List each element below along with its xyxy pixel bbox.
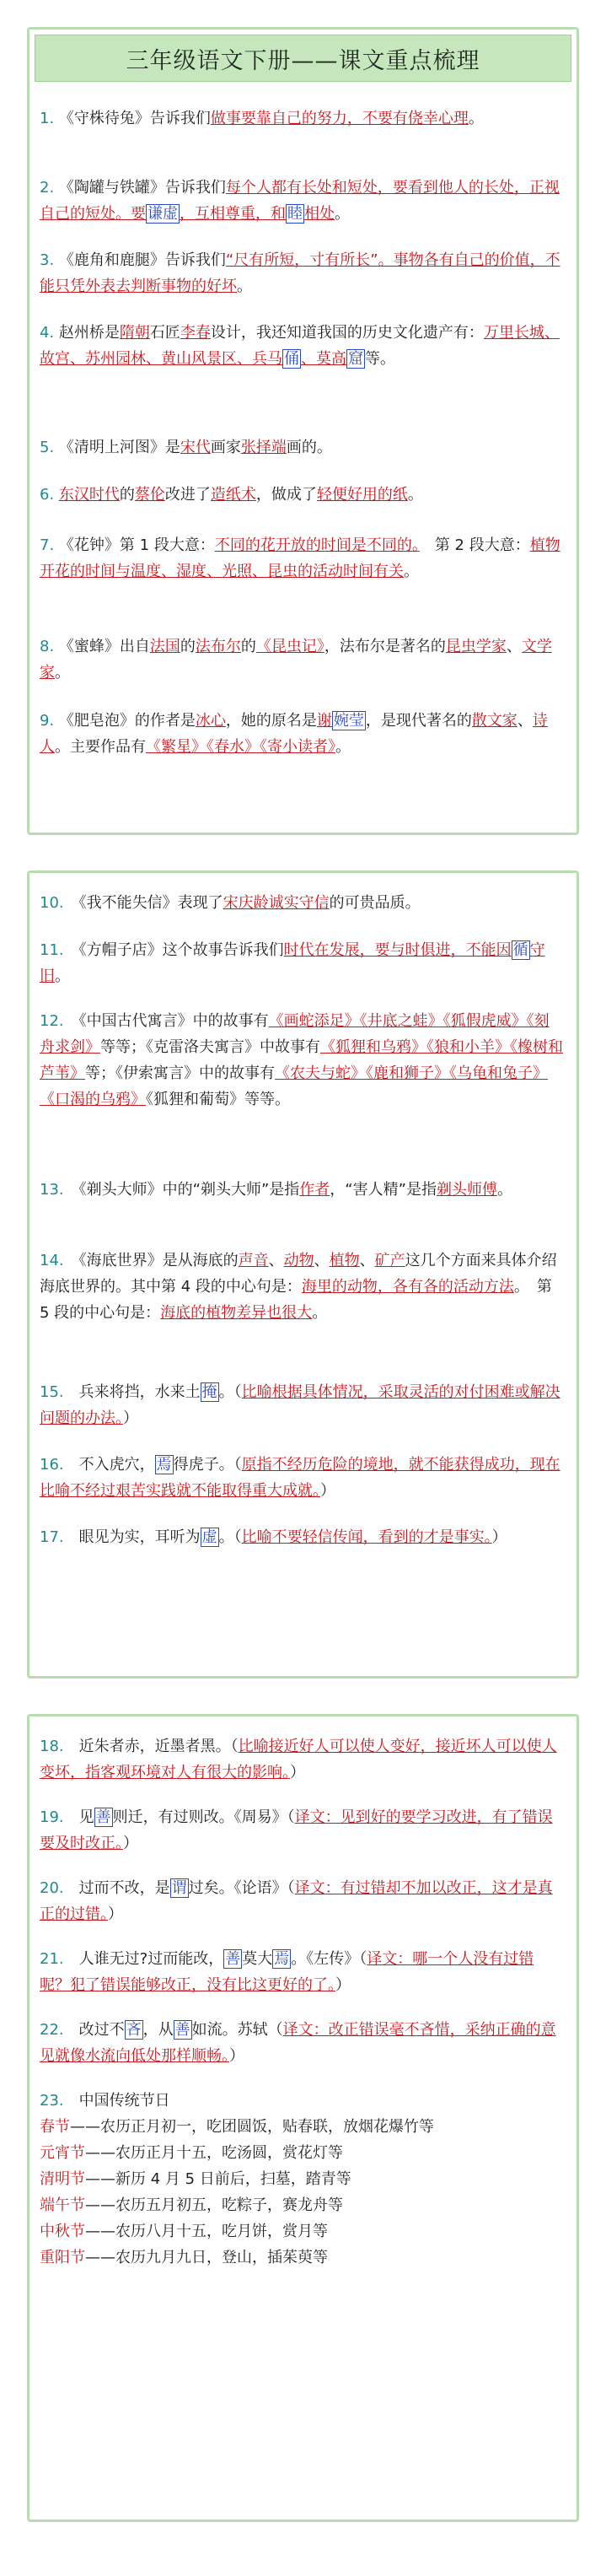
festival-line: [40, 2114, 563, 2140]
list-item-5: 5. 《清明上河图》是宋代画家张择端画的。: [40, 439, 332, 456]
festival-desc: ——农历正月初一，吃团圆饭，贴春联，放烟花爆竹等: [70, 2118, 434, 2136]
list-item-19: 19. 见 善 则迁，有过则改。《周易》（译文：见到好的要学习改进，有了错误要及时改正。）: [40, 1808, 553, 1852]
festival-name: 清明节: [40, 2170, 85, 2188]
festival-desc: ——农历九月九日，登山，插茱萸等: [85, 2249, 328, 2266]
list-item-12: 12. 《中国古代寓言》中的故事有《画蛇添足》《井底之蛙》《狐假虎威》《刻舟求剑》等等；《克雷洛夫寓言》中故事有《狐狸和乌鸦》《狼和小羊》《橡树和芦苇》等；《伊索寓言》中的故事有《农夫与蛇》《鹿和狮子》《乌龟和兔子》《口渴的乌鸦》《狐狸和葡萄》等等。: [40, 1012, 563, 1108]
list-item-9: 9. 《肥皂泡》的作者是冰心，她的原名是谢 婉莹 ，是现代著名的散文家、诗人。主要作品有《繁星》《春水》《寄小读者》。: [40, 712, 548, 756]
festival-line: [40, 2192, 563, 2218]
list-item-17: 17. 眼见为实，耳听为 虚 。（比喻不要轻信传闻，看到的才是事实。）: [40, 1528, 507, 1546]
festival-name: 春节: [40, 2118, 70, 2136]
list-item-3: 3. 《鹿角和鹿腿》告诉我们“尺有所短，寸有所长”。事物各有自己的价值，不能只凭外表去判断事物的好坏。: [40, 251, 560, 295]
section-card-2: [27, 870, 579, 1679]
festival-line: [40, 2218, 563, 2245]
list-item-8: 8. 《蜜蜂》出自法国的法布尔的《昆虫记》，法布尔是著名的昆虫学家、文学家。: [40, 638, 552, 682]
festival-line: [40, 2245, 563, 2271]
section-card-1: [27, 27, 579, 835]
list-item-11: 11. 《方帽子店》这个故事告诉我们时代在发展，要与时俱进，不能因 循 守旧。: [40, 941, 545, 985]
festival-desc: ——农历八月十五，吃月饼，赏月等: [85, 2223, 328, 2240]
list-item-14: 14. 《海底世界》是从海底的声音、动物、植物、矿产这几个方面来具体介绍海底世界的。其中第 4 段的中心句是：海里的动物，各有各的活动方法。 第 5 段的中心句是：海底的植物差异也很大。: [40, 1252, 557, 1322]
festival-name: 元宵节: [40, 2144, 85, 2162]
list-item-10: 10. 《我不能失信》表现了宋庆龄诚实守信的可贵品质。: [40, 894, 421, 912]
festival-line: [40, 2166, 563, 2192]
list-item-22: 22. 改过不 吝 ，从 善 如流。苏轼（译文：改正错误毫不吝惜，采纳正确的意见就像水流向低处那样顺畅。）: [40, 2021, 556, 2065]
festival-desc: ——农历五月初五，吃粽子，赛龙舟等: [85, 2196, 343, 2214]
section-card-3: [27, 1714, 579, 2522]
list-item-7: 7. 《花钟》第 1 段大意：不同的花开放的时间是不同的。 第 2 段大意：植物开花的时间与温度、湿度、光照、昆虫的活动时间有关。: [40, 536, 560, 580]
festival-name: 重阳节: [40, 2249, 85, 2266]
festival-desc: ——农历正月十五，吃汤圆，赏花灯等: [85, 2144, 343, 2162]
festival-list: [40, 2114, 563, 2271]
festival-name: 中秋节: [40, 2223, 85, 2240]
list-item-13: 13. 《剃头大师》中的“剃头大师”是指作者，“害人精”是指剃头师傅。: [40, 1181, 512, 1199]
list-item-1: 1. 《守株待兔》告诉我们做事要靠自己的努力，不要有侥幸心理。: [40, 110, 484, 127]
list-item-4: 4. 赵州桥是隋朝石匠李春设计，我还知道我国的历史文化遗产有：万里长城、故宫、苏州园林、黄山风景区、兵马 俑 、莫高 窟 等。: [40, 324, 560, 368]
list-item-2: 2. 《陶罐与铁罐》告诉我们每个人都有长处和短处，要看到他人的长处，正视自己的短处。要 谦虚 ，互相尊重，和 睦 相处。: [40, 179, 560, 223]
list-item-21: 21. 人谁无过?过而能改， 善 莫大 焉 。《左传》（译文：哪一个人没有过错呢？犯了错误能够改正，没有比这更好的了。）: [40, 1950, 534, 1994]
list-item-23: 23. 中国传统节日 春节——农历正月初一，吃团圆饭，贴春联，放烟花爆竹等 元宵节——农历正月十五，吃汤圆，赏花灯等 清明节——新历 4 月 5 日前后，扫墓，踏青等 端午节——农历五月初五，吃粽子，赛龙舟等 中秋节——农历八月十五，吃月饼，赏月等 重阳节——农历九月九日，登山，插茱萸等: [40, 2088, 563, 2271]
festival-heading: 中国传统节日: [78, 2092, 170, 2110]
list-item-16: 16. 不入虎穴， 焉 得虎子。（原指不经历危险的境地，就不能获得成功，现在比喻不经过艰苦实践就不能取得重大成就。）: [40, 1456, 560, 1500]
list-item-18: 18. 近朱者赤，近墨者黑。（比喻接近好人可以使人变好，接近坏人可以使人变坏，指客观环境对人有很大的影响。）: [40, 1738, 557, 1781]
festival-desc: ——新历 4 月 5 日前后，扫墓，踏青等: [85, 2170, 351, 2188]
list-item-20: 20. 过而不改，是 谓 过矣。《论语》（译文：有过错却不加以改正，这才是真正的过错。）: [40, 1879, 553, 1923]
page-title: 三年级语文下册——课文重点梳理: [35, 35, 571, 82]
list-item-6: 6. 东汉时代的蔡伦改进了造纸术，做成了轻便好用的纸。: [40, 486, 423, 504]
festival-name: 端午节: [40, 2196, 85, 2214]
festival-line: [40, 2140, 563, 2166]
list-item-15: 15. 兵来将挡，水来土 掩 。（比喻根据具体情况，采取灵活的对付困难或解决问题的办法。）: [40, 1383, 560, 1427]
